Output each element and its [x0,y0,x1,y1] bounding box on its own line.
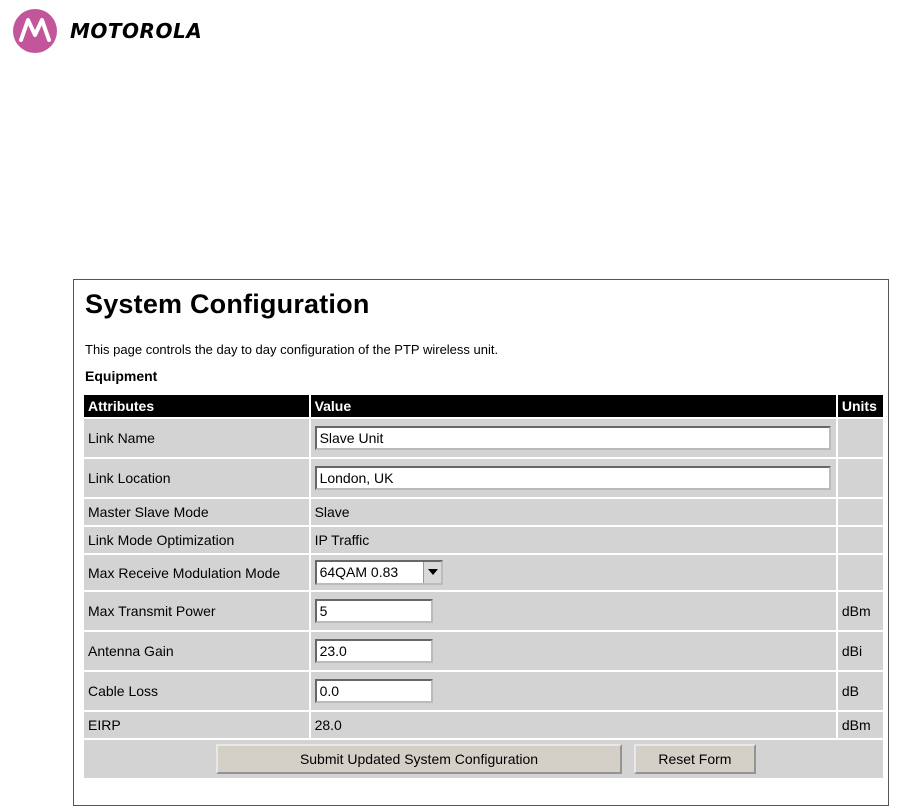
button-row [84,740,883,778]
link-name-input[interactable] [315,426,831,450]
motorola-batwing-icon [13,9,57,53]
dropdown-arrow-icon[interactable] [423,562,441,583]
table-row [84,419,883,457]
table-row [84,592,883,630]
row-label: Antenna Gain [84,632,309,670]
page-title: System Configuration [85,289,370,319]
table-row [84,499,883,525]
row-units [838,459,883,497]
eirp-value: 28.0 [311,712,836,738]
row-units [838,499,883,525]
antenna-gain-input[interactable] [315,639,433,663]
select-value: 64QAM 0.83 [319,564,399,580]
row-label: Link Name [84,419,309,457]
link-mode-optimization-value: IP Traffic [311,527,836,553]
row-units: dBm [838,592,883,630]
table-row [84,459,883,497]
reset-form-button[interactable]: Reset Form [634,744,756,774]
system-configuration-panel [73,279,889,806]
master-slave-mode-value: Slave [311,499,836,525]
row-units [838,555,883,590]
equipment-table [82,393,885,780]
row-label: Max Transmit Power [84,592,309,630]
row-label: EIRP [84,712,309,738]
row-label: Cable Loss [84,672,309,710]
row-label: Link Location [84,459,309,497]
table-row [84,712,883,738]
max-transmit-power-input[interactable] [315,599,433,623]
table-row [84,555,883,590]
row-units: dBm [838,712,883,738]
section-label: Equipment [85,368,158,384]
table-row [84,672,883,710]
row-units [838,419,883,457]
row-label: Max Receive Modulation Mode [84,555,309,590]
row-units: dB [838,672,883,710]
row-label: Link Mode Optimization [84,527,309,553]
cable-loss-input[interactable] [315,679,433,703]
header-attributes: Attributes [84,395,309,417]
motorola-logo [13,7,253,55]
table-row [84,632,883,670]
brand-name: MOTOROLA [70,19,203,43]
table-row [84,527,883,553]
row-label: Master Slave Mode [84,499,309,525]
row-units [838,527,883,553]
link-location-input[interactable] [315,466,831,490]
max-receive-modulation-select[interactable] [315,560,443,585]
header-units: Units [838,395,883,417]
submit-configuration-button[interactable]: Submit Updated System Configuration [216,744,622,774]
table-header-row [84,395,883,417]
row-units: dBi [838,632,883,670]
page-description: This page controls the day to day configuration of the PTP wireless unit. [85,342,499,357]
header-value: Value [311,395,836,417]
